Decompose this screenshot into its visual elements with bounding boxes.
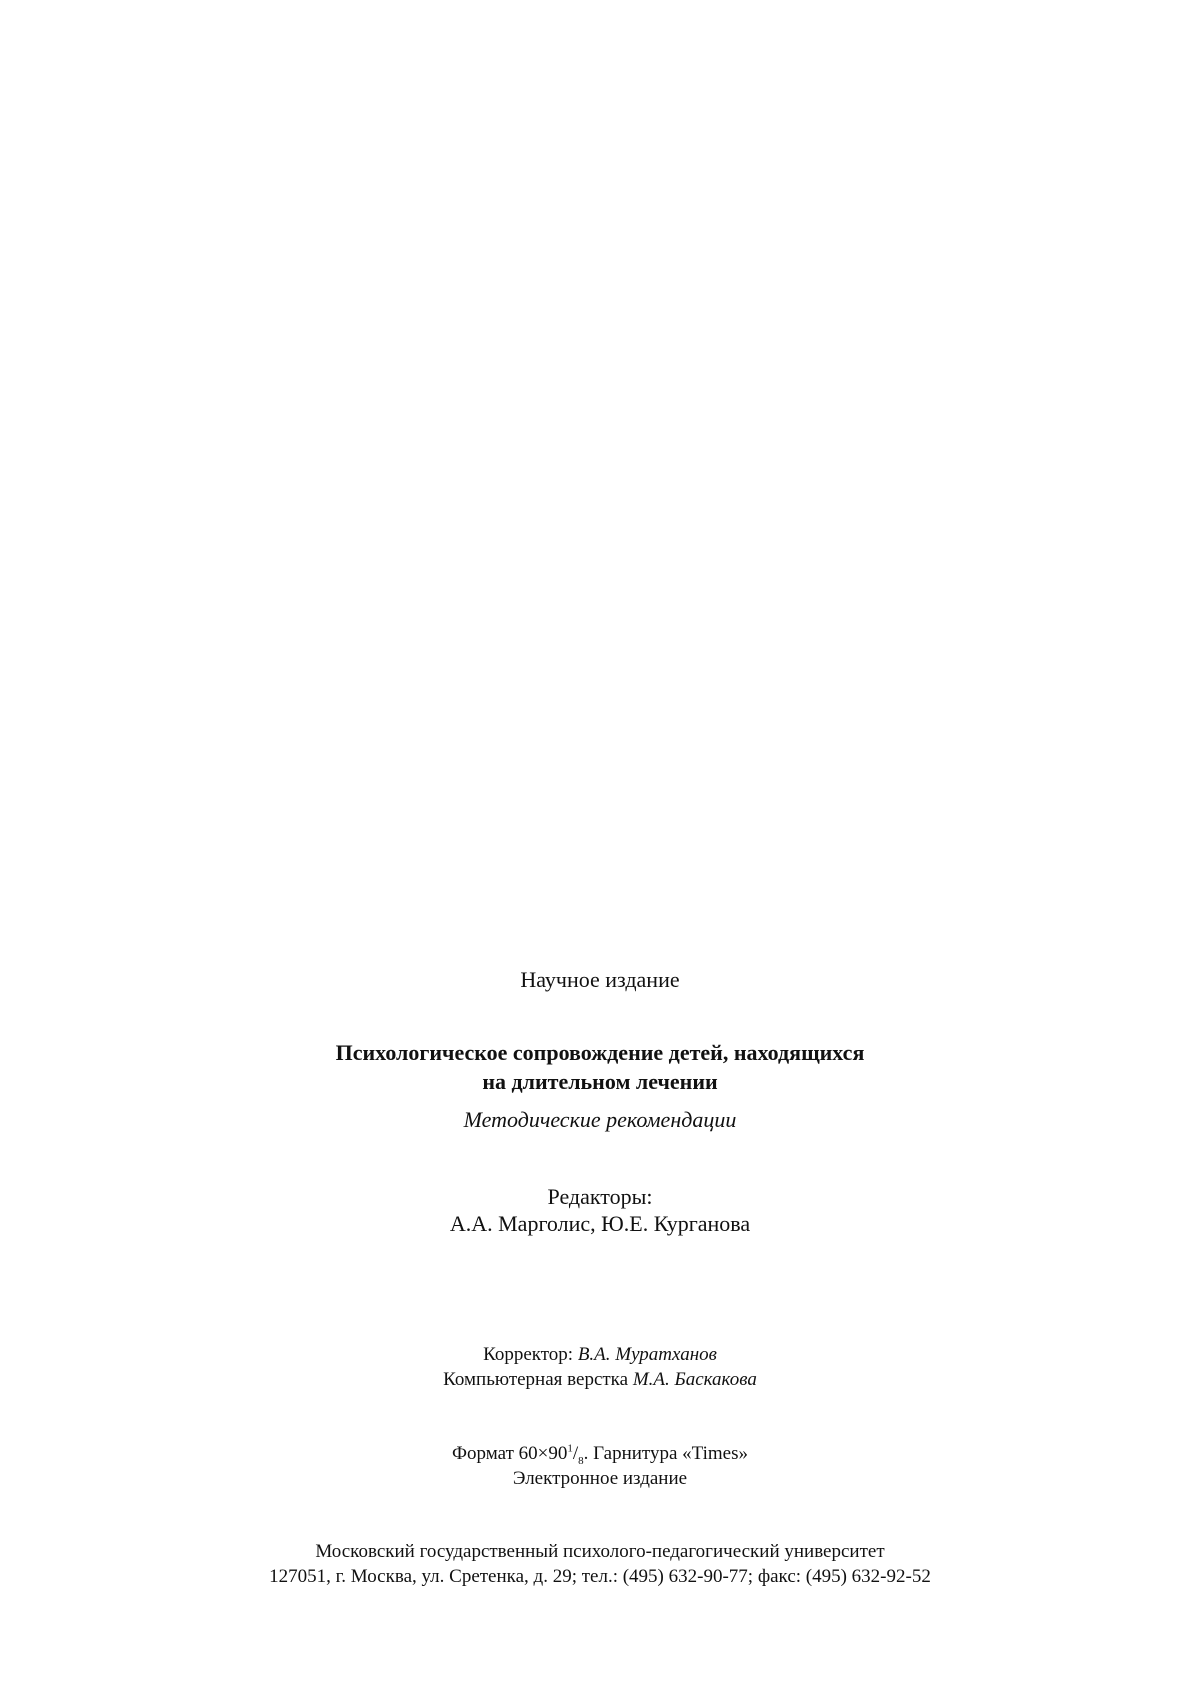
format-fraction bbox=[567, 1442, 584, 1467]
corrector-label: Корректор: bbox=[483, 1344, 574, 1365]
book-title-line-2: на длительном лечении bbox=[482, 1069, 718, 1094]
format-slash: / bbox=[572, 1443, 579, 1464]
editors-names: А.А. Марголис, Ю.Е. Курганова bbox=[449, 1211, 751, 1236]
editors-label: Редакторы: bbox=[547, 1184, 653, 1209]
corrector-credit bbox=[0, 1345, 1200, 1364]
format-info bbox=[0, 1442, 1200, 1467]
layout-label: Компьютерная верстка bbox=[443, 1369, 629, 1390]
format-suffix: . Гарнитура «Times» bbox=[583, 1443, 748, 1464]
layout-name: М.А. Баскакова bbox=[632, 1369, 757, 1390]
format-prefix: Формат 60×90 bbox=[452, 1443, 568, 1464]
book-title-line-1: Психологическое сопровождение детей, находящихся bbox=[335, 1040, 865, 1065]
corrector-name: В.А. Муратханов bbox=[577, 1344, 717, 1365]
book-subtitle: Методические рекомендации bbox=[463, 1107, 737, 1132]
electronic-edition: Электронное издание bbox=[512, 1468, 688, 1489]
edition-type: Научное издание bbox=[520, 967, 680, 992]
publisher-name: Московский государственный психолого-педагогический университет bbox=[315, 1541, 885, 1562]
publisher-address: 127051, г. Москва, ул. Сретенка, д. 29; тел.: (495) 632-90-77; факс: (495) 632-92-52 bbox=[269, 1566, 931, 1587]
format-numerator: 1 bbox=[567, 1442, 573, 1455]
format-denominator: 8 bbox=[578, 1454, 584, 1467]
layout-credit bbox=[0, 1370, 1200, 1389]
